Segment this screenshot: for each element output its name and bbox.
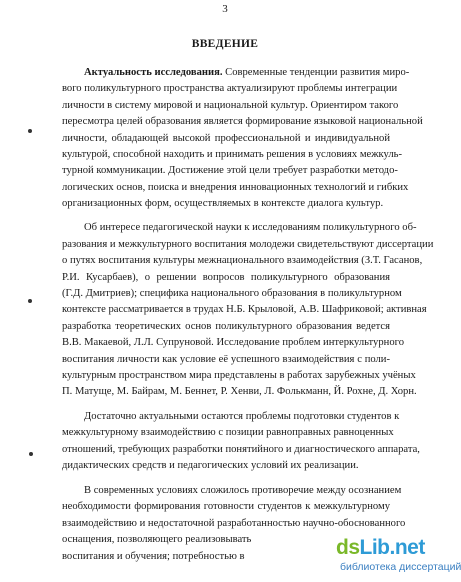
text-line: взаимодействию и недостаточной разработанностью научно-обоснованного bbox=[62, 518, 406, 529]
text-line: В современных условиях сложилось противоречие между осознанием bbox=[84, 485, 402, 496]
text-line: Достаточно актуальными остаются проблемы подготовки студентов к bbox=[84, 411, 400, 422]
text-line: о путях воспитания культуры межнационального взаимодействия (З.Т. Гасанов, bbox=[62, 255, 423, 266]
text-line: культурой, способной находить и принимать решения в условиях межкуль- bbox=[62, 149, 403, 160]
text-line: разработка теоретических основ поликультурного образования ведется bbox=[62, 321, 390, 332]
text-line: культурным пространством мира представлены в работах зарубежных учёных bbox=[62, 370, 416, 381]
text-line: организационных форм, осуществляемых в контексте диалога культур. bbox=[62, 198, 384, 209]
text-line: Об интересе педагогической науки к исследованиям поликультурного об- bbox=[84, 222, 417, 233]
watermark-caption: библиотека диссертаций bbox=[340, 561, 461, 573]
text-line: Актуальность исследования. Современные тенденции развития миро- bbox=[84, 67, 410, 78]
text-line: (Г.Д. Дмитриев); специфика национального образования в поликультурном bbox=[62, 288, 402, 299]
text-line: контексте рассматривается в трудах Н.Б. Крыловой, А.В. Шафриковой; активная bbox=[62, 304, 427, 315]
watermark bbox=[328, 536, 461, 576]
text-line: отношений, требующих разработки понятийного и диагностического аппарата, bbox=[62, 444, 420, 455]
text-line: разования и межкультурного воспитания молодежи свидетельствуют диссертации bbox=[62, 239, 434, 250]
text-line: воспитания личности как условие её успешного взаимодействия с поли- bbox=[62, 354, 390, 365]
text-line: пересмотра целей образования является формирование языковой национальной bbox=[62, 116, 423, 127]
watermark-logo: dsLib.net bbox=[336, 536, 425, 559]
margin-dot bbox=[28, 129, 32, 133]
text-line: личности, обладающей высокой профессиональной и индивидуальной bbox=[62, 133, 390, 144]
text-line: логических основ, поиска и внедрения инновационных технологий и гибких bbox=[62, 182, 409, 193]
text-line: межкультурному взаимодействию с позиции равноправных равноценных bbox=[62, 427, 394, 438]
text-line: необходимости формирования готовности студентов к межкультурному bbox=[62, 501, 390, 512]
margin-dot bbox=[28, 299, 32, 303]
lead-phrase: Актуальность исследования. bbox=[84, 67, 223, 78]
text-line: оснащения, позволяющего реализовывать bbox=[62, 534, 252, 545]
text-line: Р.И. Кусарбаев), о решении вопросов поликультурного образования bbox=[62, 272, 390, 283]
text-line: турной коммуникации. Достижение этой цели требует разработки методо- bbox=[62, 165, 398, 176]
text-line: дидактических средств и педагогических условий их реализации. bbox=[62, 460, 359, 471]
page-title: ВВЕДЕНИЕ bbox=[191, 38, 259, 50]
page-number: 3 bbox=[222, 3, 228, 15]
text-line: вого поликультурного пространства актуализируют проблемы интеграции bbox=[62, 83, 398, 94]
text-line: воспитания и обучения; потребностью в bbox=[62, 551, 245, 562]
margin-dot bbox=[29, 452, 33, 456]
text-line: В.В. Макаевой, Л.Л. Супруновой. Исследование проблем интеркультурного bbox=[62, 337, 404, 348]
text-line: личности в систему мировой и национальной культур. Ориентиром такого bbox=[62, 100, 399, 111]
text-line: П. Матуще, М. Байрам, М. Беннет, Р. Хенви, Л. Фолькманн, Й. Рохне, Д. Хорн. bbox=[62, 386, 417, 397]
